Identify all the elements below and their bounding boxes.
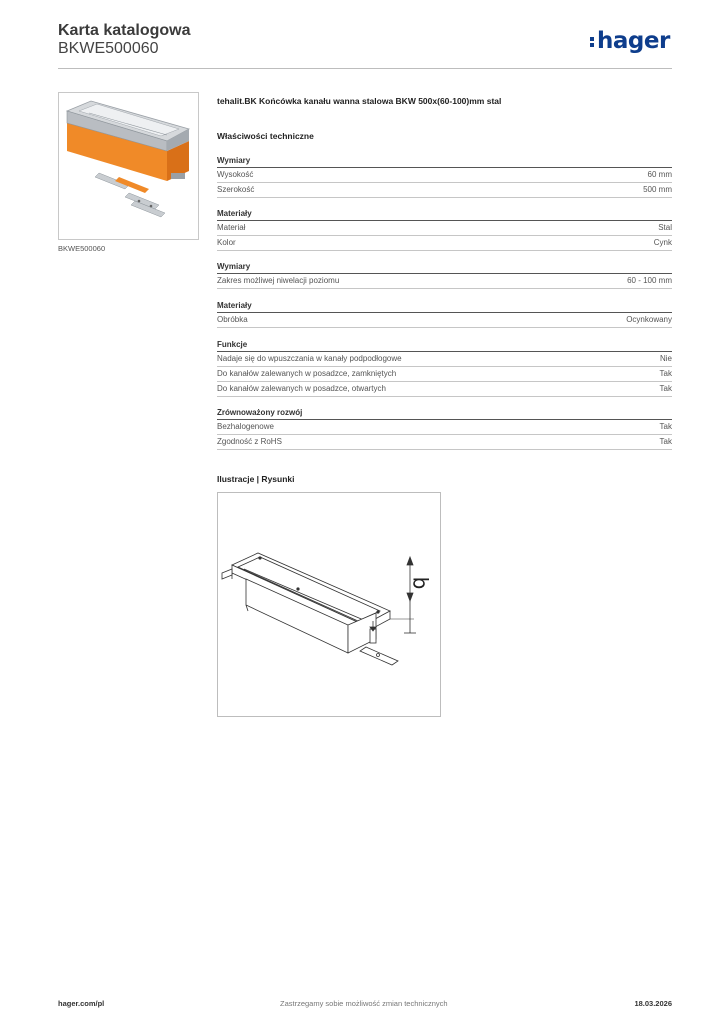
footer-website[interactable]: hager.com/pl [58, 999, 105, 1008]
dimension-label-b: b [408, 576, 433, 590]
logo-dots-icon [590, 35, 595, 49]
spec-row-rohs [217, 435, 672, 450]
spec-row-function-1 [217, 352, 672, 367]
group-title: Materiały [217, 301, 672, 313]
spec-value: Cynk [653, 238, 672, 247]
spec-label: Zgodność z RoHS [217, 437, 282, 446]
spec-group-functions [217, 340, 672, 397]
group-title: Zrównoważony rozwój [217, 408, 672, 420]
spec-value: Tak [659, 384, 672, 393]
spec-label: Materiał [217, 223, 246, 232]
spec-value: Tak [659, 369, 672, 378]
spec-label: Do kanałów zalewanych w posadzce, otwartych [217, 384, 386, 393]
technical-drawing [217, 492, 441, 717]
group-title: Materiały [217, 209, 672, 221]
product-photo [58, 92, 199, 240]
footer-date: 18.03.2026 [634, 999, 672, 1008]
hager-logo [590, 28, 670, 54]
spec-value: Ocynkowany [626, 315, 672, 324]
spec-label: Bezhalogenowe [217, 422, 274, 431]
spec-row-width [217, 183, 672, 198]
spec-label: Kolor [217, 238, 236, 247]
spec-group-materials-2 [217, 301, 672, 328]
product-title: tehalit.BK Końcówka kanału wanna stalowa BKW 500x(60-100)mm stal [217, 96, 502, 106]
spec-row-halogen-free [217, 420, 672, 435]
spec-label: Do kanałów zalewanych w posadzce, zamkniętych [217, 369, 397, 378]
spec-value: Tak [659, 437, 672, 446]
spec-row-function-3 [217, 382, 672, 397]
spec-value: Tak [659, 422, 672, 431]
spec-row-function-2 [217, 367, 672, 382]
spec-group-dimensions [217, 156, 672, 198]
spec-value: 500 mm [643, 185, 672, 194]
footer-note: Zastrzegamy sobie możliwość zmian technicznych [280, 999, 448, 1008]
spec-row-material [217, 221, 672, 236]
group-title: Wymiary [217, 156, 672, 168]
document-title: Karta katalogowa [58, 22, 191, 39]
spec-label: Nadaje się do wpuszczania w kanały podpodłogowe [217, 354, 402, 363]
spec-label: Szerokość [217, 185, 255, 194]
document-code: BKWE500060 [58, 40, 159, 57]
spec-label: Zakres możliwej niwelacji poziomu [217, 276, 340, 285]
photo-caption: BKWE500060 [58, 244, 106, 253]
spec-row-height [217, 168, 672, 183]
spec-row-leveling-range [217, 274, 672, 289]
spec-value: Stal [658, 223, 672, 232]
spec-group-dimensions-2 [217, 262, 672, 289]
spec-value: 60 mm [647, 170, 672, 179]
group-title: Wymiary [217, 262, 672, 274]
spec-label: Obróbka [217, 315, 248, 324]
spec-label: Wysokość [217, 170, 254, 179]
group-title: Funkcje [217, 340, 672, 352]
spec-value: 60 - 100 mm [627, 276, 672, 285]
spec-row-treatment [217, 313, 672, 328]
logo-text: hager [597, 28, 670, 54]
spec-row-color [217, 236, 672, 251]
header-divider [58, 68, 672, 69]
illustrations-title: Ilustracje | Rysunki [217, 474, 295, 484]
technical-properties-title: Właściwości techniczne [217, 131, 314, 141]
spec-group-sustainability [217, 408, 672, 450]
spec-group-materials [217, 209, 672, 251]
spec-value: Nie [659, 354, 672, 363]
